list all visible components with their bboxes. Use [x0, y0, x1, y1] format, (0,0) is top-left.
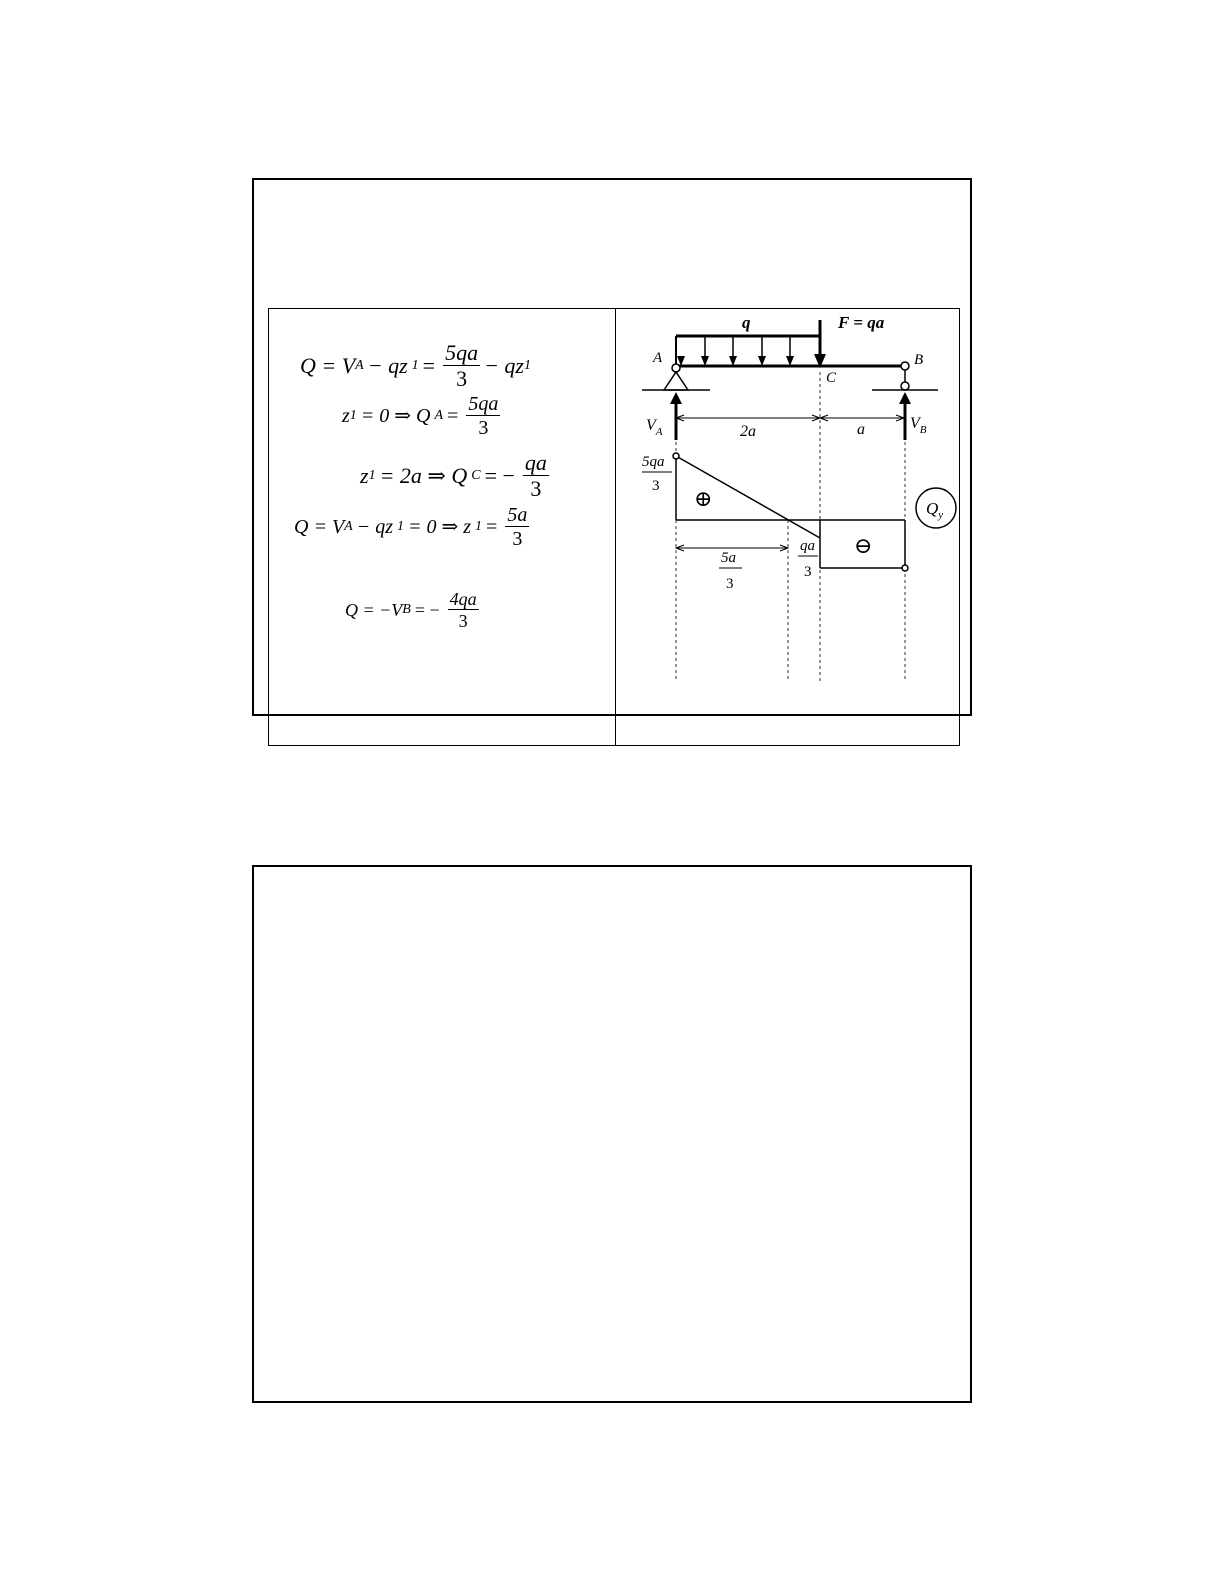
reaction-a-sub: A — [655, 426, 663, 438]
force-label: F = qa — [838, 313, 885, 332]
shear-diagram-label: Q — [926, 499, 939, 518]
plus-sign: ⊕ — [694, 486, 713, 511]
svg-text:Qy — [926, 499, 943, 521]
reaction-b-label: V — [910, 415, 920, 432]
svg-text:VA — [646, 417, 663, 438]
shear-diagram-plot — [673, 453, 908, 571]
support-a — [642, 364, 710, 390]
equation-2: z 1 = 0 ⇒ Q A = $\frac{5qa}{3}$ — [342, 393, 499, 439]
point-a-label: A — [653, 350, 663, 366]
equation-3: z 1 = 2a ⇒ Q C = − $\frac{qa}{3}$ — [360, 450, 547, 501]
reaction-a-label: V — [646, 417, 656, 434]
svg-text:VB — [910, 415, 927, 436]
equation-4: Q = V A − qz 1 = 0 ⇒ z 1 = $\frac{5a}{3}$ — [294, 504, 528, 550]
qa-start-num: 5qa — [642, 454, 665, 470]
point-c-label: C — [826, 370, 837, 386]
dim-5a-den: 3 — [726, 576, 734, 592]
dim-a-label: a — [857, 421, 865, 438]
qa-start-den: 3 — [652, 478, 660, 494]
equation-5: Q = −V B = − $\frac{4qa}{3}$ — [345, 589, 477, 631]
minus-sign: ⊖ — [854, 533, 873, 558]
equation-1: Q = V A − qz 1 = $\frac{5qa}{3}$ − qz 1 — [300, 340, 531, 391]
load-label: q — [742, 313, 751, 332]
point-b-label: B — [914, 352, 924, 368]
qc-num: qa — [800, 538, 815, 554]
dim-2a-label: 2a — [740, 423, 756, 440]
qc-den: 3 — [804, 564, 812, 580]
dim-5a-num: 5a — [721, 550, 736, 566]
reaction-b-sub: B — [919, 424, 927, 436]
shear-diagram-label-sub: y — [938, 509, 944, 521]
slide-bottom — [252, 865, 972, 1403]
